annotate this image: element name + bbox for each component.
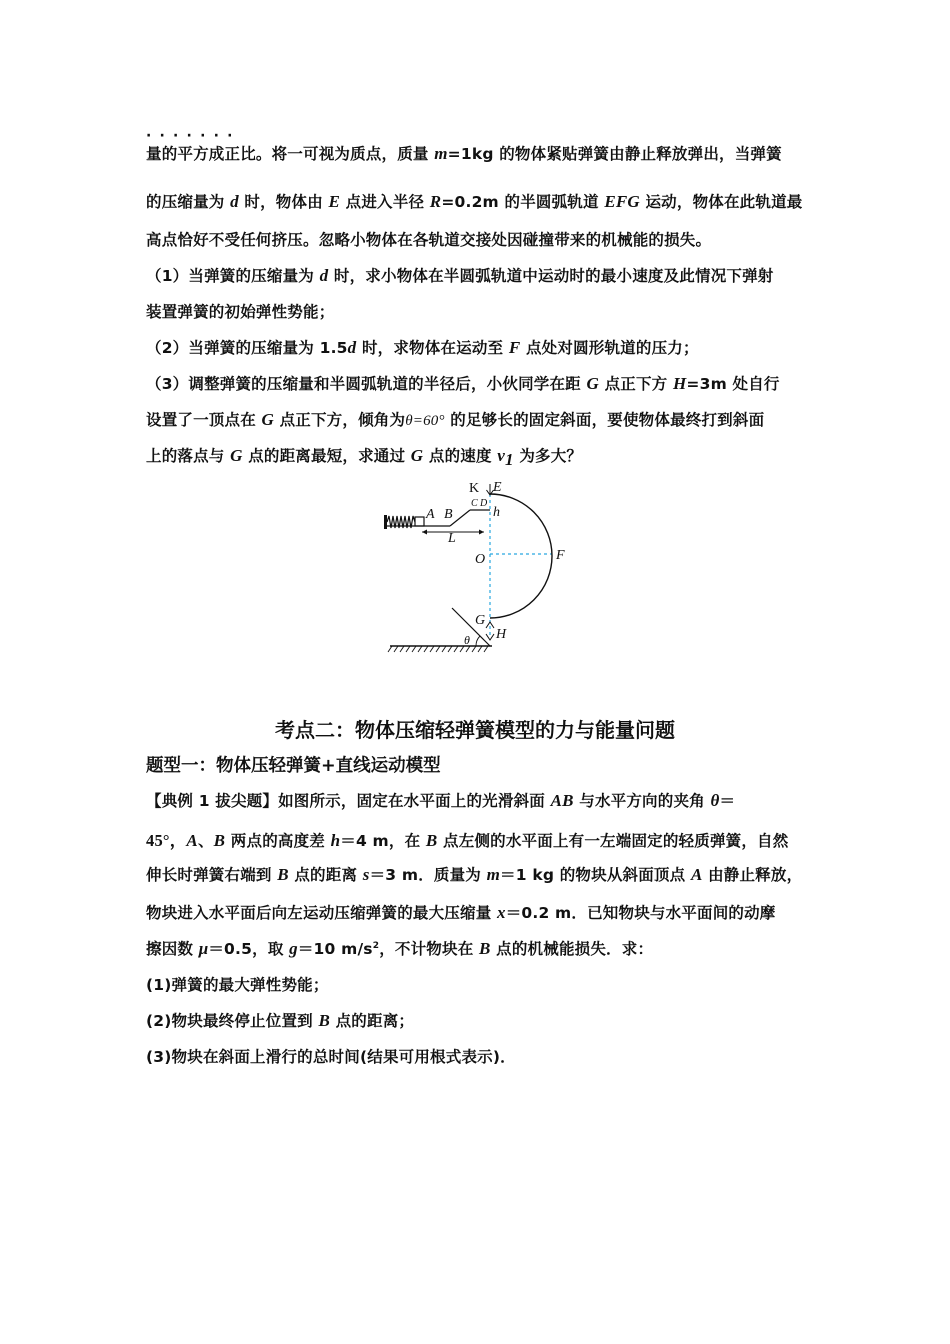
example-line-5: 擦因数 μ＝0.5，取 g＝10 $m/s^2$，不计物块在 B 点的机械能损失．求： — [146, 939, 654, 958]
label-l: L — [448, 531, 456, 546]
question-1-line-1: （1）当弹簧的压缩量为 d 时，求小物体在半圆弧轨道中运动时的最小速度及此情况下弹射 — [146, 266, 774, 285]
label-d: D — [480, 498, 488, 509]
label-g: G — [475, 613, 486, 628]
label-b: B — [444, 507, 453, 522]
question-3-line-2: 设置了一顶点在 G 点正下方，倾角为θ=60° 的足够长的固定斜面，要使物体最终打到斜面 — [146, 410, 765, 429]
problem-text-line-1: 量的平方成正比。将一可视为质点，质量 m=1kg 的物体紧贴弹簧由静止释放弹出，当弹簧 — [146, 144, 782, 163]
label-f: F — [556, 548, 565, 563]
label-a: A — [426, 507, 435, 522]
incline-track — [450, 510, 470, 526]
problem-text-line-2: 的压缩量为 d 时，物体由 E 点进入半径 R=0.2m 的半圆弧轨道 EFG 运动，物体在此轨道最 — [146, 192, 803, 211]
question-2: （2）当弹簧的压缩量为 1.5d 时，求物体在运动至 F 点处对圆形轨道的压力； — [146, 338, 699, 357]
angle-arc — [476, 636, 480, 646]
example-line-1: 【典例 1 拔尖题】如图所示，固定在水平面上的光滑斜面 AB 与水平方向的夹角 θ＝ — [146, 791, 736, 810]
example-question-2: (2)物块最终停止位置到 B 点的距离； — [146, 1011, 415, 1030]
spring-wall — [384, 515, 387, 529]
question-3-line-3: 上的落点与 G 点的距离最短，求通过 G 点的速度 $v_1$ 为多大？ — [146, 446, 583, 470]
subheading: 题型一：物体压轻弹簧+直线运动模型 — [146, 756, 441, 776]
question-1-line-2: 装置弹簧的初始弹性势能； — [146, 303, 335, 321]
track-diagram — [380, 478, 580, 664]
emphasis-dots: ······· — [146, 128, 241, 144]
label-theta: θ — [464, 633, 470, 647]
example-question-3: (3)物块在斜面上滑行的总时间(结果可用根式表示)． — [146, 1048, 516, 1066]
label-o: O — [475, 552, 486, 567]
height-arrows — [486, 622, 494, 640]
example-line-3: 伸长时弹簧右端到 B 点的距离 s＝3 m．质量为 m＝1 kg 的物块从斜面顶点 A 由静止释放， — [146, 865, 803, 884]
example-line-4: 物块进入水平面后向左运动压缩弹簧的最大压缩量 x＝0.2 m．已知物块与水平面间的动摩 — [146, 903, 776, 922]
problem-text-line-3: 高点恰好不受任何挤压。忽略小物体在各轨道交接处因碰撞带来的机械能的损失。 — [146, 231, 712, 249]
label-e: E — [493, 480, 502, 495]
block — [415, 517, 424, 526]
ground-hatching — [388, 646, 488, 652]
label-h-small: h — [493, 505, 500, 520]
label-k: K — [469, 481, 480, 496]
label-c: C — [471, 498, 478, 509]
example-question-1: (1)弹簧的最大弹性势能； — [146, 976, 329, 994]
example-line-2: 45°，A、B 两点的高度差 h＝4 m，在 B 点左侧的水平面上有一左端固定的轻质弹簧，自然 — [146, 831, 789, 850]
label-h: H — [496, 627, 507, 642]
section-heading: 考点二：物体压缩轻弹簧模型的力与能量问题 — [275, 718, 675, 742]
question-3-line-1: （3）调整弹簧的压缩量和半圆弧轨道的半径后，小伙同学在距 G 点正下方 H=3m 处自行 — [146, 374, 780, 393]
